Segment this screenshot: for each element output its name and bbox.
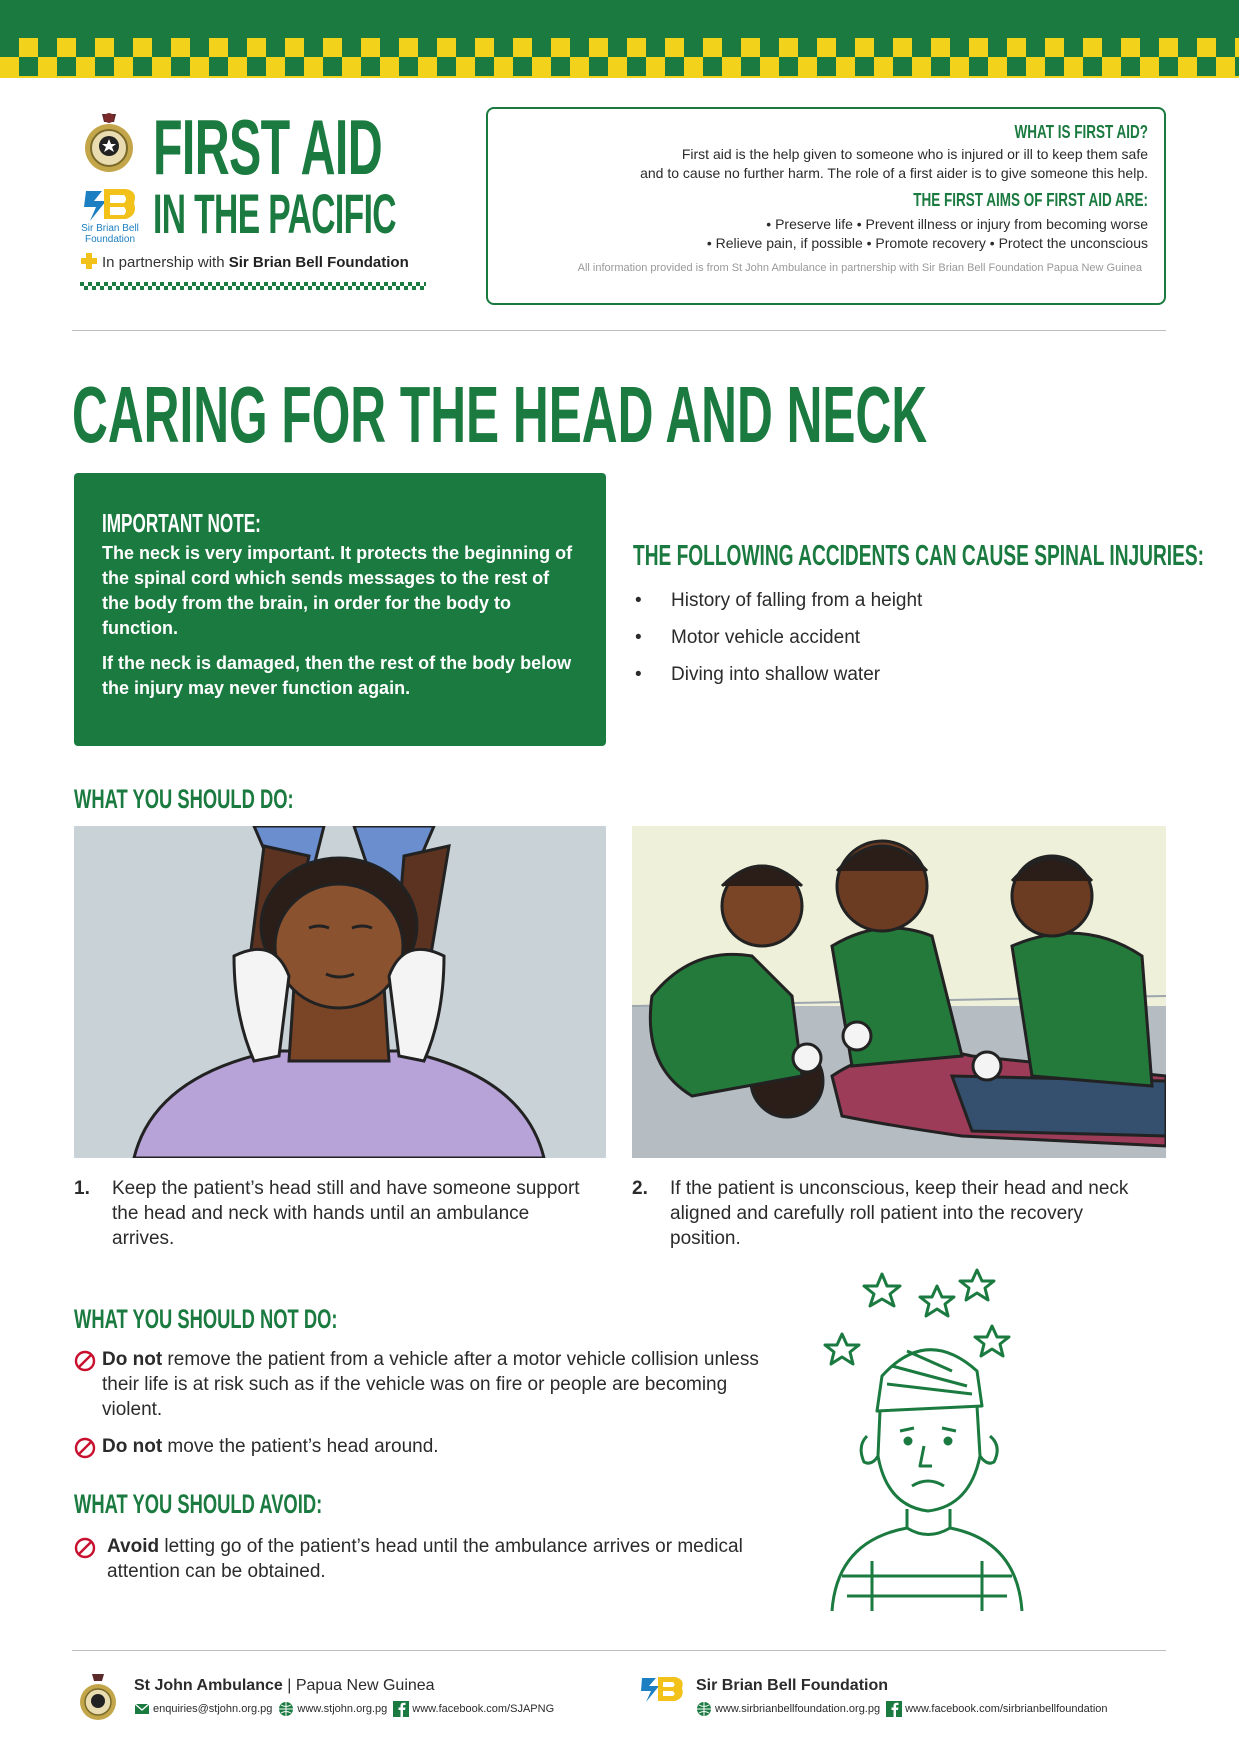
do-not-item [74, 1434, 774, 1459]
what-is-first-aid-box [486, 107, 1166, 305]
avoid-label: Avoid [107, 1536, 160, 1557]
sja-region: | Papua New Guinea [282, 1677, 435, 1694]
do-not-label: Do not [102, 1349, 163, 1370]
spinal-injuries-list [633, 582, 922, 693]
email-icon [134, 1701, 150, 1717]
source-note: All information provided is from St John Ambulance in partnership with Sir Brian Bell Foundation Papua New Guinea [577, 262, 1142, 274]
sja-facebook-link[interactable]: www.facebook.com/SJAPNG [412, 1703, 555, 1715]
info-text-line2: and to cause no further harm. The role of a first aider is to give someone this help. [640, 165, 1148, 181]
partnership-line [80, 249, 409, 271]
step-text: If the patient is unconscious, keep their head and neck aligned and carefully roll patient into the recovery position. [670, 1178, 1129, 1249]
aims-line1: • Preserve life • Prevent illness or injury from becoming worse [766, 216, 1148, 232]
do-not-item [74, 1347, 774, 1422]
sir-brian-bell-logo-footer [638, 1674, 688, 1724]
what-not-to-do-heading: WHAT YOU SHOULD NOT DO: [74, 1304, 338, 1334]
facebook-icon [393, 1701, 409, 1717]
list-item: • History of falling from a height [633, 582, 922, 619]
aims-heading: THE FIRST AIMS OF FIRST AID ARE: [913, 190, 1148, 210]
step-text: Keep the patient’s head still and have someone support the head and neck with hands until an ambulance arrives. [112, 1178, 580, 1249]
footer-divider [72, 1650, 1166, 1651]
header-checker-strip [80, 282, 426, 290]
facebook-icon [886, 1701, 902, 1717]
globe-icon [696, 1701, 712, 1717]
sbb-facebook-link[interactable]: www.facebook.com/sirbrianbellfoundation [905, 1703, 1108, 1715]
st-john-crest-logo [80, 110, 138, 174]
step-2 [632, 1176, 1152, 1251]
sir-brian-bell-logo [80, 185, 140, 247]
sbb-logo-text-1: Sir Brian Bell [81, 223, 139, 234]
partnership-prefix: In partnership with [102, 254, 229, 271]
page-title: CARING FOR THE HEAD AND NECK [72, 370, 928, 459]
sja-name: St John Ambulance [134, 1677, 283, 1694]
aims-line2: • Relieve pain, if possible • Promote recovery • Protect the unconscious [706, 235, 1148, 251]
info-heading: WHAT IS FIRST AID? [1014, 122, 1148, 142]
what-to-do-heading: WHAT YOU SHOULD DO: [74, 784, 294, 814]
sja-web-link[interactable]: www.stjohn.org.pg [297, 1703, 388, 1715]
footer-sbb-name [696, 1677, 888, 1695]
step-number: 2. [632, 1178, 648, 1199]
list-item: • Motor vehicle accident [633, 619, 922, 656]
do-not-label: Do not [102, 1436, 163, 1457]
note-paragraph-2: If the neck is damaged, then the rest of the body below the injury may never function again. [102, 653, 572, 698]
prohibited-icon [74, 1350, 96, 1372]
yellow-cross-icon [80, 252, 98, 270]
sbb-web-link[interactable]: www.sirbrianbellfoundation.org.pg [715, 1703, 881, 1715]
avoid-text: letting go of the patient’s head until the ambulance arrives or medical attention can be obtained. [107, 1536, 743, 1582]
head-support-illustration [74, 826, 606, 1158]
footer-sja-links [134, 1701, 560, 1717]
header-logos [80, 110, 140, 252]
note-heading: IMPORTANT NOTE: [102, 508, 261, 538]
footer-sja-name [134, 1677, 435, 1695]
globe-icon [278, 1701, 294, 1717]
do-not-text: move the patient’s head around. [162, 1436, 439, 1457]
info-text-line1: First aid is the help given to someone who is injured or ill to keep them safe [681, 146, 1148, 162]
top-checker-band [0, 0, 1239, 78]
important-note-box [74, 473, 606, 746]
note-paragraph-1: The neck is very important. It protects the beginning of the spinal cord which sends messages to the rest of the body from the brain, in order for the body to function. [102, 543, 573, 638]
step-1 [74, 1176, 594, 1251]
header-title-line2: IN THE PACIFIC [153, 182, 396, 245]
prohibited-icon [74, 1437, 96, 1459]
sbb-name: Sir Brian Bell Foundation [696, 1677, 889, 1694]
prohibited-icon [74, 1537, 96, 1559]
partnership-name: Sir Brian Bell Foundation [228, 254, 409, 271]
header-title-line1: FIRST AID [153, 103, 383, 191]
sbb-logo-text-2: Foundation [84, 234, 136, 245]
st-john-crest-logo-footer [78, 1672, 118, 1722]
header-divider [72, 330, 1166, 331]
what-to-avoid-heading: WHAT YOU SHOULD AVOID: [74, 1489, 323, 1519]
footer-sbb-links [696, 1701, 1114, 1717]
list-item: • Diving into shallow water [633, 656, 922, 693]
spinal-injuries-heading: THE FOLLOWING ACCIDENTS CAN CAUSE SPINAL INJURIES: [633, 540, 1205, 572]
do-not-text: remove the patient from a vehicle after a motor vehicle collision unless their life is at risk such as if the vehicle was on fire or people are becoming violent. [102, 1349, 759, 1420]
dizzy-head-illustration [812, 1266, 1038, 1616]
avoid-item [74, 1534, 774, 1584]
step-number: 1. [74, 1178, 90, 1199]
sja-email-link[interactable]: enquiries@stjohn.org.pg [153, 1703, 273, 1715]
recovery-position-illustration [632, 826, 1166, 1158]
